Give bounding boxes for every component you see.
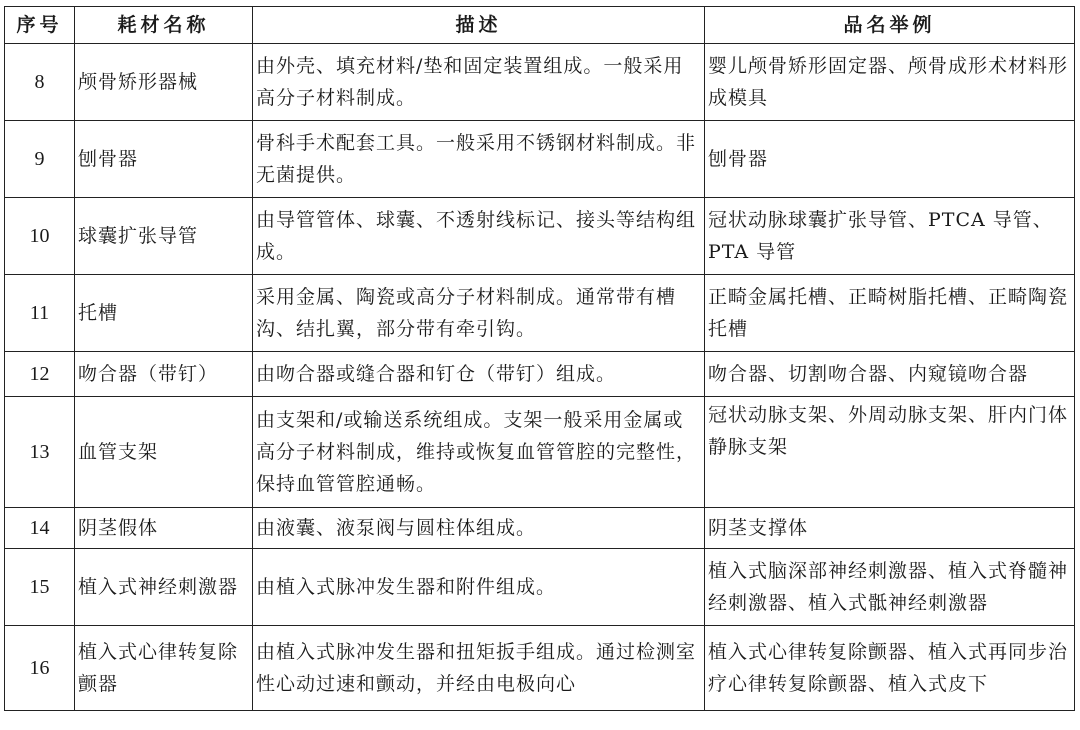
row-description: 骨科手术配套工具。一般采用不锈钢材料制成。非无菌提供。 xyxy=(253,121,705,198)
row-description: 由植入式脉冲发生器和扭矩扳手组成。通过检测室性心动过速和颤动，并经由电极向心 xyxy=(253,626,705,711)
row-index: 11 xyxy=(5,275,75,352)
row-examples: 阴茎支撑体 xyxy=(705,508,1075,549)
row-examples: 植入式心律转复除颤器、植入式再同步治疗心律转复除颤器、植入式皮下 xyxy=(705,626,1075,711)
row-name: 血管支架 xyxy=(75,397,253,508)
row-index: 10 xyxy=(5,198,75,275)
row-index: 16 xyxy=(5,626,75,711)
row-description: 由支架和/或输送系统组成。支架一般采用金属或高分子材料制成，维持或恢复血管管腔的完整性，保持血管管腔通畅。 xyxy=(253,397,705,508)
table-row xyxy=(5,198,1075,275)
row-name: 植入式神经刺激器 xyxy=(75,549,253,626)
row-index: 15 xyxy=(5,549,75,626)
row-examples: 植入式脑深部神经刺激器、植入式脊髓神经刺激器、植入式骶神经刺激器 xyxy=(705,549,1075,626)
row-index: 9 xyxy=(5,121,75,198)
row-description: 采用金属、陶瓷或高分子材料制成。通常带有槽沟、结扎翼，部分带有牵引钩。 xyxy=(253,275,705,352)
row-name: 球囊扩张导管 xyxy=(75,198,253,275)
row-name: 吻合器（带钉） xyxy=(75,352,253,397)
row-description: 由吻合器或缝合器和钉仓（带钉）组成。 xyxy=(253,352,705,397)
row-index: 14 xyxy=(5,508,75,549)
row-examples: 正畸金属托槽、正畸树脂托槽、正畸陶瓷托槽 xyxy=(705,275,1075,352)
row-index: 13 xyxy=(5,397,75,508)
table-row xyxy=(5,626,1075,711)
table-row xyxy=(5,275,1075,352)
row-description: 由植入式脉冲发生器和附件组成。 xyxy=(253,549,705,626)
row-description: 由导管管体、球囊、不透射线标记、接头等结构组成。 xyxy=(253,198,705,275)
header-name: 耗材名称 xyxy=(75,7,253,44)
table-row xyxy=(5,352,1075,397)
table-row xyxy=(5,121,1075,198)
row-examples: 冠状动脉球囊扩张导管、PTCA 导管、PTA 导管 xyxy=(705,198,1075,275)
row-examples: 吻合器、切割吻合器、内窥镜吻合器 xyxy=(705,352,1075,397)
header-index: 序号 xyxy=(5,7,75,44)
consumables-table xyxy=(4,6,1075,711)
table-header-row xyxy=(5,7,1075,44)
row-examples: 刨骨器 xyxy=(705,121,1075,198)
row-name: 托槽 xyxy=(75,275,253,352)
table-row xyxy=(5,44,1075,121)
row-examples: 冠状动脉支架、外周动脉支架、肝内门体静脉支架 xyxy=(705,397,1075,508)
row-description: 由外壳、填充材料/垫和固定装置组成。一般采用高分子材料制成。 xyxy=(253,44,705,121)
row-examples: 婴儿颅骨矫形固定器、颅骨成形术材料形成模具 xyxy=(705,44,1075,121)
row-name: 刨骨器 xyxy=(75,121,253,198)
row-description: 由液囊、液泵阀与圆柱体组成。 xyxy=(253,508,705,549)
header-description: 描述 xyxy=(253,7,705,44)
row-index: 12 xyxy=(5,352,75,397)
consumables-table-container xyxy=(4,6,1074,711)
table-row xyxy=(5,549,1075,626)
table-row xyxy=(5,508,1075,549)
table-row xyxy=(5,397,1075,508)
row-index: 8 xyxy=(5,44,75,121)
row-name: 阴茎假体 xyxy=(75,508,253,549)
header-examples: 品名举例 xyxy=(705,7,1075,44)
row-name: 颅骨矫形器械 xyxy=(75,44,253,121)
row-name: 植入式心律转复除颤器 xyxy=(75,626,253,711)
